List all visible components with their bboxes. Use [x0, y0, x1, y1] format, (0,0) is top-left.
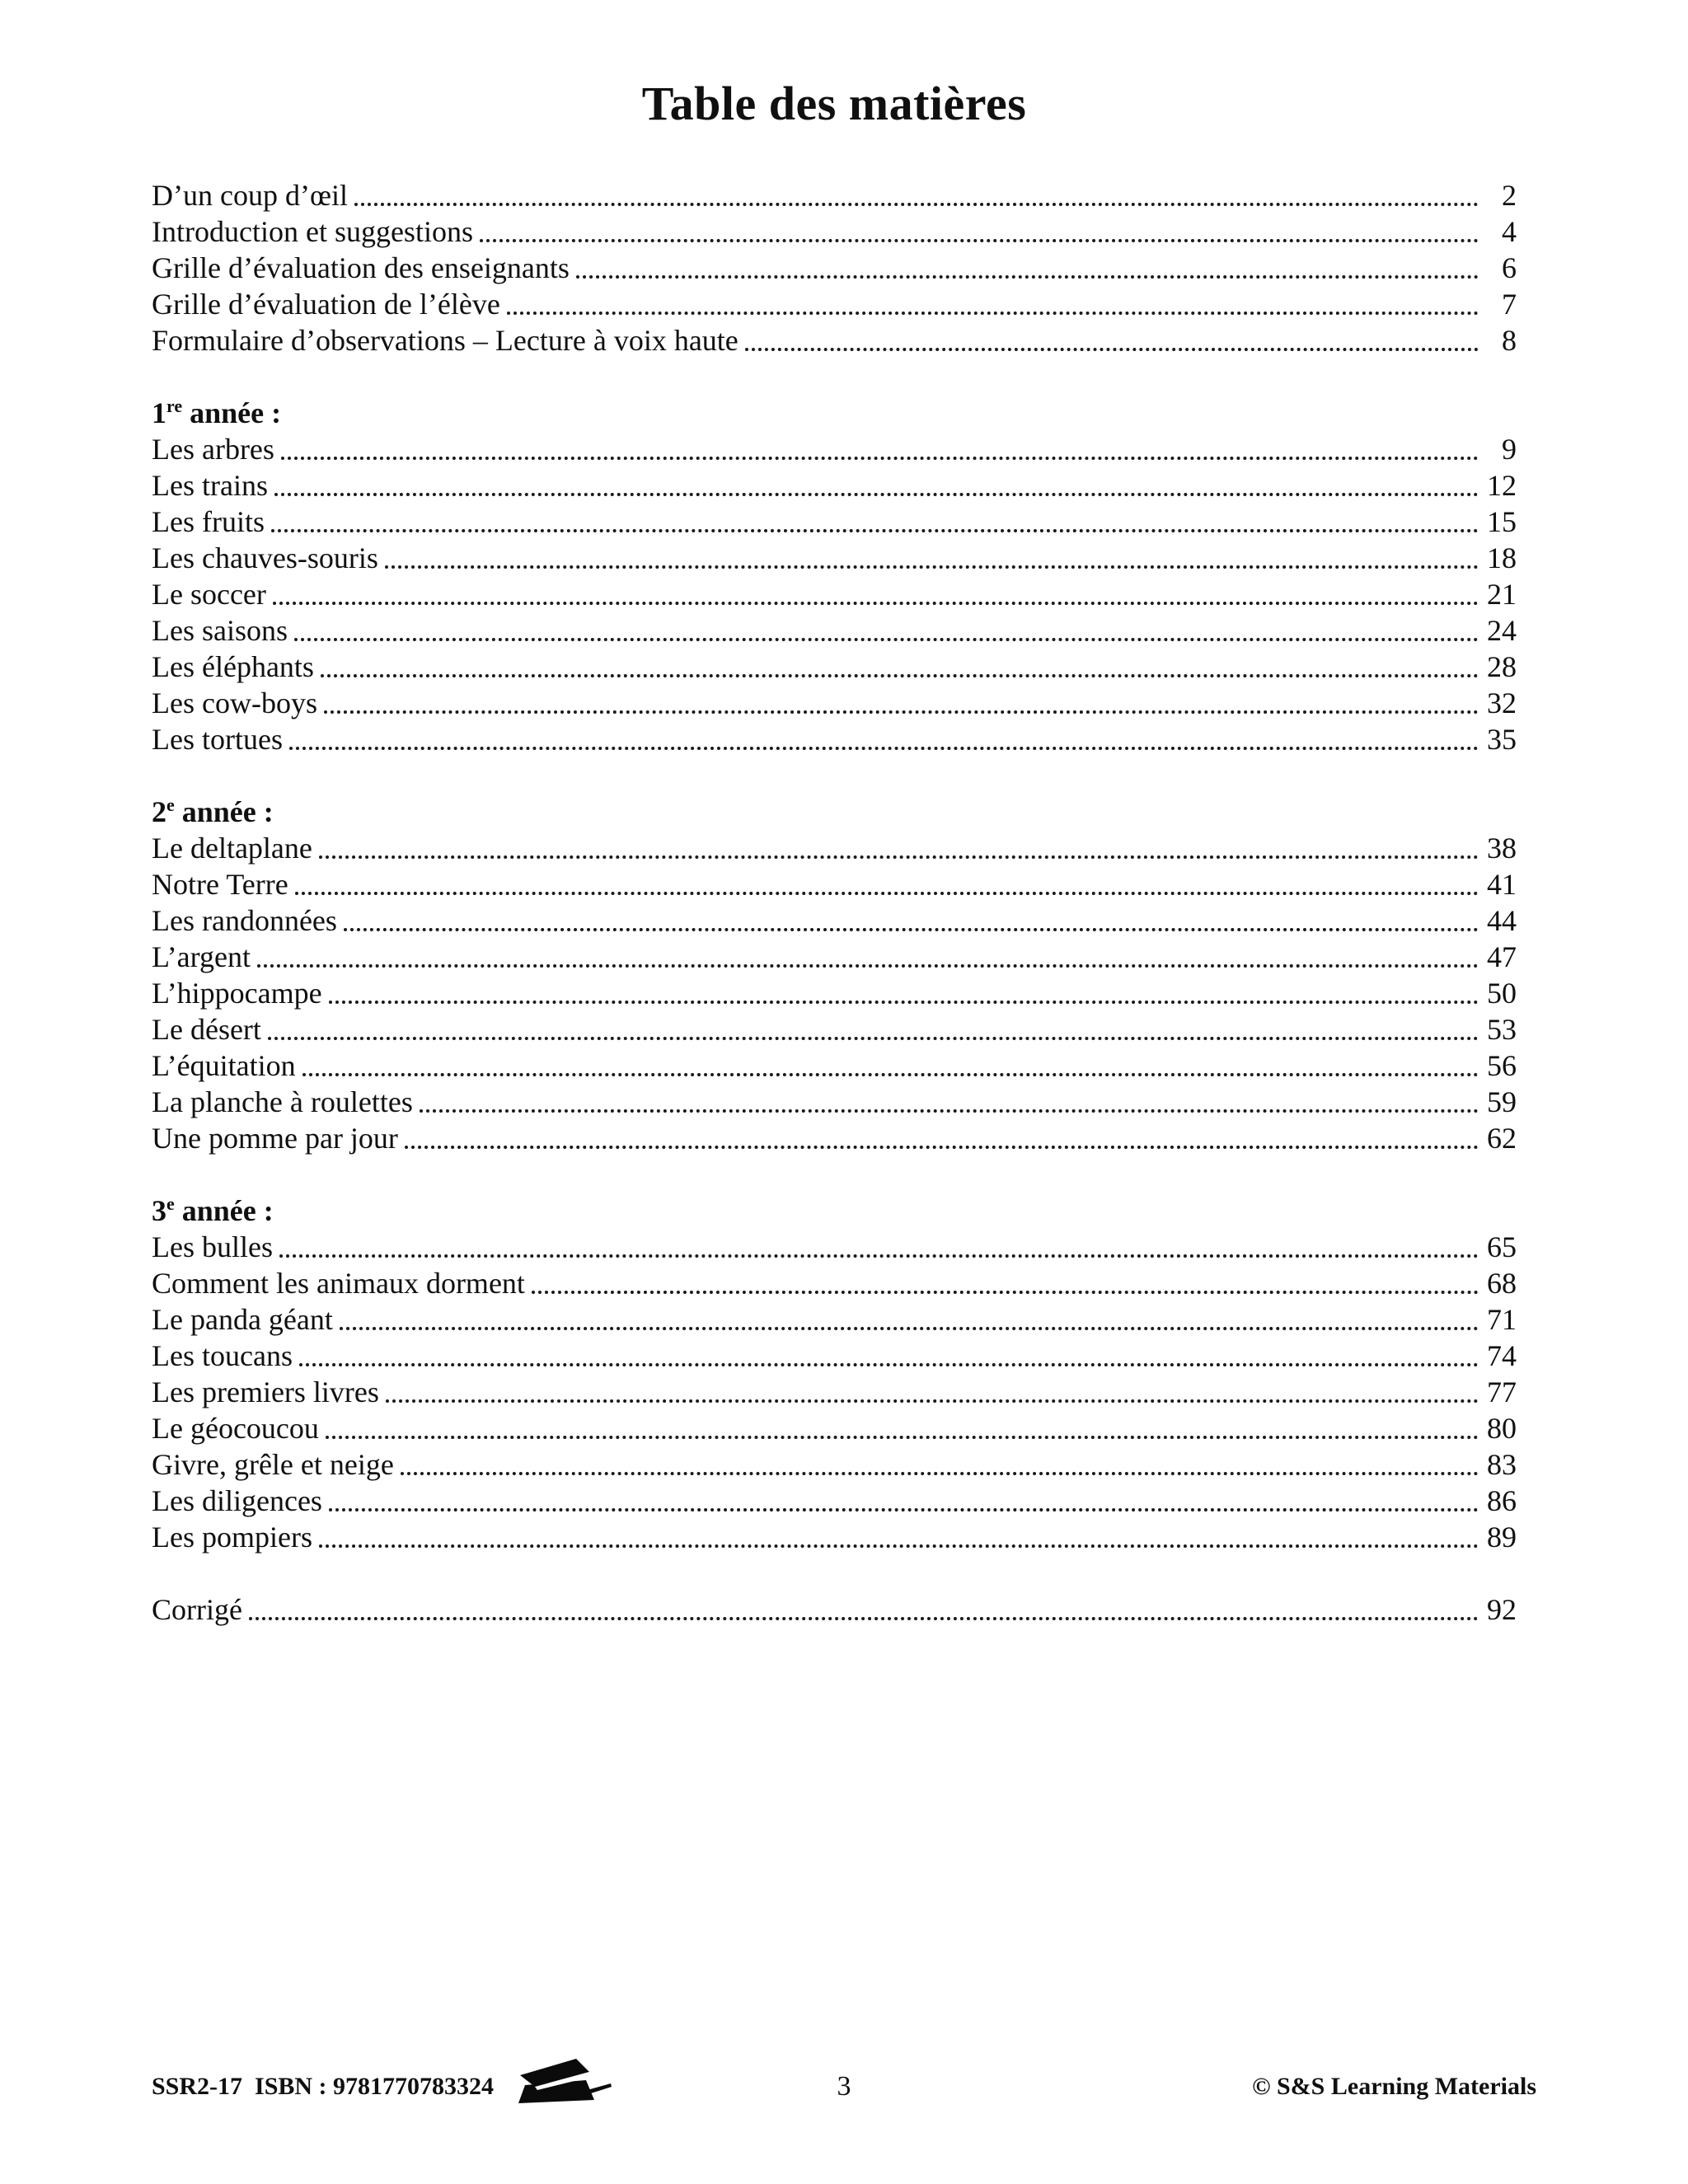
section-heading-number: 2: [152, 795, 166, 828]
toc-entry: [152, 1229, 1517, 1265]
toc-entry-label: Le panda géant: [152, 1303, 333, 1336]
dot-leader: [279, 1254, 1479, 1258]
toc-entry-page: 4: [1502, 215, 1517, 248]
toc-entry: [152, 1410, 1517, 1446]
toc-entry: [152, 866, 1517, 902]
toc-entry-label: Les éléphants: [152, 650, 314, 683]
dot-leader: [281, 457, 1479, 460]
toc-entry: [152, 902, 1517, 939]
dot-leader: [405, 1146, 1479, 1149]
toc-entry-page: 38: [1487, 832, 1517, 865]
toc-entry-page: 89: [1487, 1521, 1517, 1554]
dot-leader: [257, 964, 1479, 968]
dot-leader: [295, 892, 1479, 895]
toc-entry-page: 32: [1487, 687, 1517, 719]
toc-entry-page: 41: [1487, 868, 1517, 901]
dot-leader: [340, 1327, 1479, 1330]
dot-leader: [294, 638, 1479, 641]
dot-leader: [319, 1544, 1479, 1548]
toc-entry-label: Les premiers livres: [152, 1376, 379, 1408]
section-heading: [152, 1193, 1517, 1229]
dot-leader: [249, 1617, 1479, 1620]
toc-entry-page: 80: [1487, 1412, 1517, 1445]
toc-entry: [152, 286, 1517, 322]
press-logo-icon: [515, 2052, 612, 2107]
toc-entry-page: 50: [1487, 977, 1517, 1010]
section-heading-superscript: e: [166, 794, 175, 815]
dot-leader: [329, 1508, 1479, 1511]
toc-entry-label: L’hippocampe: [152, 977, 322, 1010]
toc-entry-page: 6: [1502, 251, 1517, 284]
toc-entry-page: 18: [1487, 541, 1517, 574]
toc-entry: [152, 1374, 1517, 1410]
toc-entry: [152, 431, 1517, 467]
dot-leader: [302, 1073, 1479, 1076]
toc-entry: [152, 504, 1517, 540]
toc-entry-page: 28: [1487, 650, 1517, 683]
toc-entry-page: 21: [1487, 578, 1517, 611]
section-heading: [152, 794, 1517, 830]
toc-entry-page: 56: [1487, 1049, 1517, 1082]
toc-entry-page: 24: [1487, 614, 1517, 647]
dot-leader: [289, 747, 1479, 750]
toc-entry-label: Les pompiers: [152, 1521, 312, 1554]
toc-entry-page: 65: [1487, 1230, 1517, 1263]
toc-entry-label: L’argent: [152, 940, 251, 973]
toc-entry: [152, 1519, 1517, 1555]
toc-entry: [152, 1301, 1517, 1338]
footer-isbn: SSR2-17 ISBN : 9781770783324: [152, 2073, 495, 2100]
section-heading-text: année :: [182, 396, 282, 429]
toc-group: [152, 1193, 1517, 1555]
dot-leader: [268, 1037, 1479, 1040]
toc-entry: [152, 177, 1517, 213]
section-heading-text: année :: [174, 795, 274, 828]
toc-entry: [152, 1120, 1517, 1156]
dot-leader: [273, 602, 1479, 605]
toc-entry-page: 2: [1502, 179, 1517, 212]
toc-entry: [152, 975, 1517, 1011]
toc-groups: [152, 177, 1517, 1628]
toc-entry-page: 59: [1487, 1085, 1517, 1118]
toc-entry-page: 71: [1487, 1303, 1517, 1336]
section-heading: [152, 395, 1517, 431]
toc-entry-label: Corrigé: [152, 1593, 242, 1626]
toc-entry-label: Une pomme par jour: [152, 1122, 398, 1155]
toc-entry: [152, 1591, 1517, 1628]
toc-entry-label: Les tortues: [152, 723, 283, 756]
section-heading-number: 3: [152, 1194, 166, 1227]
toc-entry-page: 83: [1487, 1448, 1517, 1481]
dot-leader: [326, 1436, 1479, 1439]
toc-entry-page: 35: [1487, 723, 1517, 756]
dot-leader: [354, 203, 1479, 206]
toc-entry-page: 92: [1487, 1593, 1517, 1626]
section-heading-superscript: re: [166, 396, 183, 416]
dot-leader: [480, 239, 1479, 242]
toc-group: [152, 177, 1517, 359]
toc-entry: [152, 685, 1517, 721]
toc-entry-label: L’équitation: [152, 1049, 296, 1082]
toc-entry: [152, 1047, 1517, 1084]
toc-entry-label: Les randonnées: [152, 904, 337, 937]
toc-entry-page: 7: [1502, 288, 1517, 321]
footer-copyright: © S&S Learning Materials: [1252, 2073, 1536, 2100]
toc-group: [152, 1591, 1517, 1628]
dot-leader: [507, 312, 1479, 315]
toc-entry-page: 44: [1487, 904, 1517, 937]
toc-entry: [152, 939, 1517, 975]
dot-leader: [745, 348, 1479, 351]
dot-leader: [324, 710, 1479, 714]
toc-entry-page: 8: [1502, 324, 1517, 357]
toc-entry-label: Les toucans: [152, 1339, 293, 1372]
footer-page-number: 3: [837, 2071, 851, 2102]
dot-leader: [420, 1109, 1479, 1113]
toc-entry-label: Les fruits: [152, 505, 265, 538]
toc-entry: [152, 1011, 1517, 1047]
page-title: Table des matières: [641, 77, 1027, 130]
toc-entry: [152, 540, 1517, 576]
dot-leader: [386, 1399, 1479, 1403]
dot-leader: [271, 529, 1479, 532]
dot-leader: [299, 1363, 1479, 1366]
toc-entry: [152, 1446, 1517, 1483]
section-heading-number: 1: [152, 396, 166, 429]
toc-entry: [152, 213, 1517, 250]
toc-group: [152, 395, 1517, 757]
dot-leader: [329, 1001, 1479, 1004]
toc-entry-label: Comment les animaux dorment: [152, 1267, 525, 1300]
toc-entry-label: Les arbres: [152, 433, 274, 466]
toc-entry-label: Grille d’évaluation de l’élève: [152, 288, 500, 321]
dot-leader: [274, 493, 1479, 496]
toc-entry-label: Le désert: [152, 1013, 261, 1046]
toc-entry-page: 47: [1487, 940, 1517, 973]
dot-leader: [321, 674, 1479, 677]
toc-entry: [152, 1338, 1517, 1374]
toc-entry-label: Le géocoucou: [152, 1412, 319, 1445]
toc-entry: [152, 649, 1517, 685]
footer-left: [152, 2047, 612, 2102]
dot-leader: [385, 565, 1479, 569]
toc-entry: [152, 1483, 1517, 1519]
toc-entry-page: 74: [1487, 1339, 1517, 1372]
toc-entry: [152, 830, 1517, 866]
dot-leader: [319, 855, 1479, 859]
toc-entry-label: Grille d’évaluation des enseignants: [152, 251, 570, 284]
toc-entry-label: Les cow-boys: [152, 687, 317, 719]
toc-entry-label: Le deltaplane: [152, 832, 312, 865]
dot-leader: [532, 1291, 1479, 1294]
toc-entry-label: Introduction et suggestions: [152, 215, 473, 248]
toc-entry-label: Formulaire d’observations – Lecture à voix haute: [152, 324, 738, 357]
section-heading-text: année :: [174, 1194, 274, 1227]
toc-entry-page: 77: [1487, 1376, 1517, 1408]
toc-entry-page: 62: [1487, 1122, 1517, 1155]
toc-group: [152, 794, 1517, 1156]
toc-entry-label: Les saisons: [152, 614, 288, 647]
toc-entry-label: D’un coup d’œil: [152, 179, 348, 212]
toc-entry: [152, 322, 1517, 359]
dot-leader: [344, 928, 1479, 931]
dot-leader: [401, 1472, 1479, 1475]
toc-entry-page: 86: [1487, 1484, 1517, 1517]
toc-entry-page: 15: [1487, 505, 1517, 538]
toc-entry-label: Notre Terre: [152, 868, 288, 901]
toc-entry: [152, 612, 1517, 649]
dot-leader: [576, 275, 1479, 279]
toc-entry-label: Les chauves-souris: [152, 541, 378, 574]
toc-entry-page: 12: [1487, 469, 1517, 502]
section-heading-superscript: e: [166, 1193, 175, 1214]
toc-entry-page: 68: [1487, 1267, 1517, 1300]
toc-entry: [152, 1265, 1517, 1301]
toc-entry-label: Les diligences: [152, 1484, 322, 1517]
toc-entry-page: 9: [1502, 433, 1517, 466]
toc-entry: [152, 250, 1517, 286]
toc-entry-label: Les bulles: [152, 1230, 273, 1263]
toc-entry-label: Les trains: [152, 469, 268, 502]
toc-entry-page: 53: [1487, 1013, 1517, 1046]
footer: [152, 2042, 1536, 2102]
toc-entry-label: Le soccer: [152, 578, 266, 611]
toc-entry: [152, 721, 1517, 757]
toc-entry: [152, 576, 1517, 612]
toc-entry-label: La planche à roulettes: [152, 1085, 413, 1118]
toc-entry-label: Givre, grêle et neige: [152, 1448, 394, 1481]
toc-entry: [152, 1084, 1517, 1120]
toc-entry: [152, 467, 1517, 504]
